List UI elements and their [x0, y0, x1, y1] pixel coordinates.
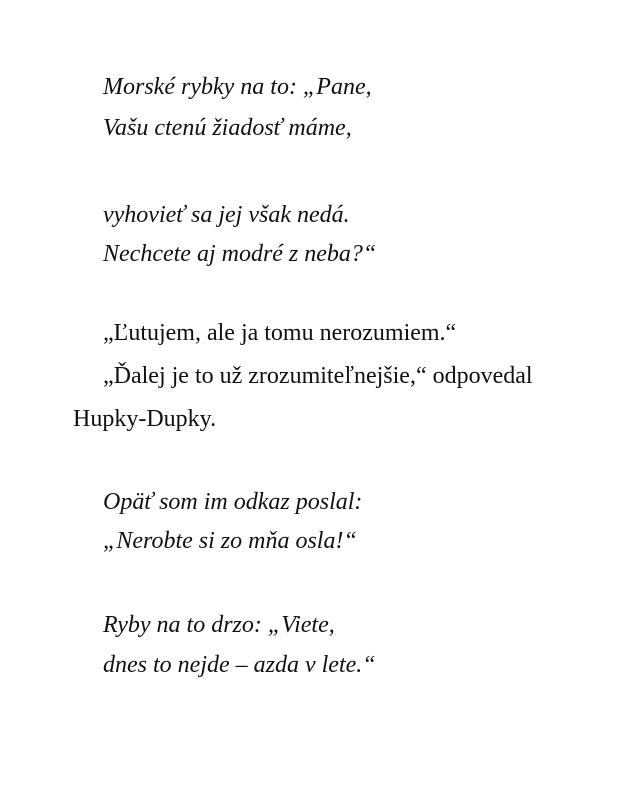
- prose-line: „Ľutujem, ale ja tomu nerozumiem.“: [103, 320, 457, 346]
- poem-line: Ryby na to drzo: „Viete,: [103, 612, 335, 638]
- prose-line: Hupky-Dupky.: [73, 406, 217, 432]
- poem-line: vyhovieť sa jej však nedá.: [103, 202, 350, 228]
- poem-line: Vašu ctenú žiadosť máme,: [103, 115, 352, 141]
- poem-line: dnes to nejde – azda v lete.“: [103, 652, 376, 678]
- prose-line: „Ďalej je to už zrozumiteľnejšie,“ odpovedal: [103, 363, 533, 389]
- poem-line: Nechcete aj modré z neba?“: [103, 241, 377, 267]
- poem-line: Opäť som im odkaz poslal:: [103, 489, 363, 515]
- poem-line: Morské rybky na to: „Pane,: [103, 74, 372, 100]
- poem-line: „Nerobte si zo mňa osla!“: [103, 528, 357, 554]
